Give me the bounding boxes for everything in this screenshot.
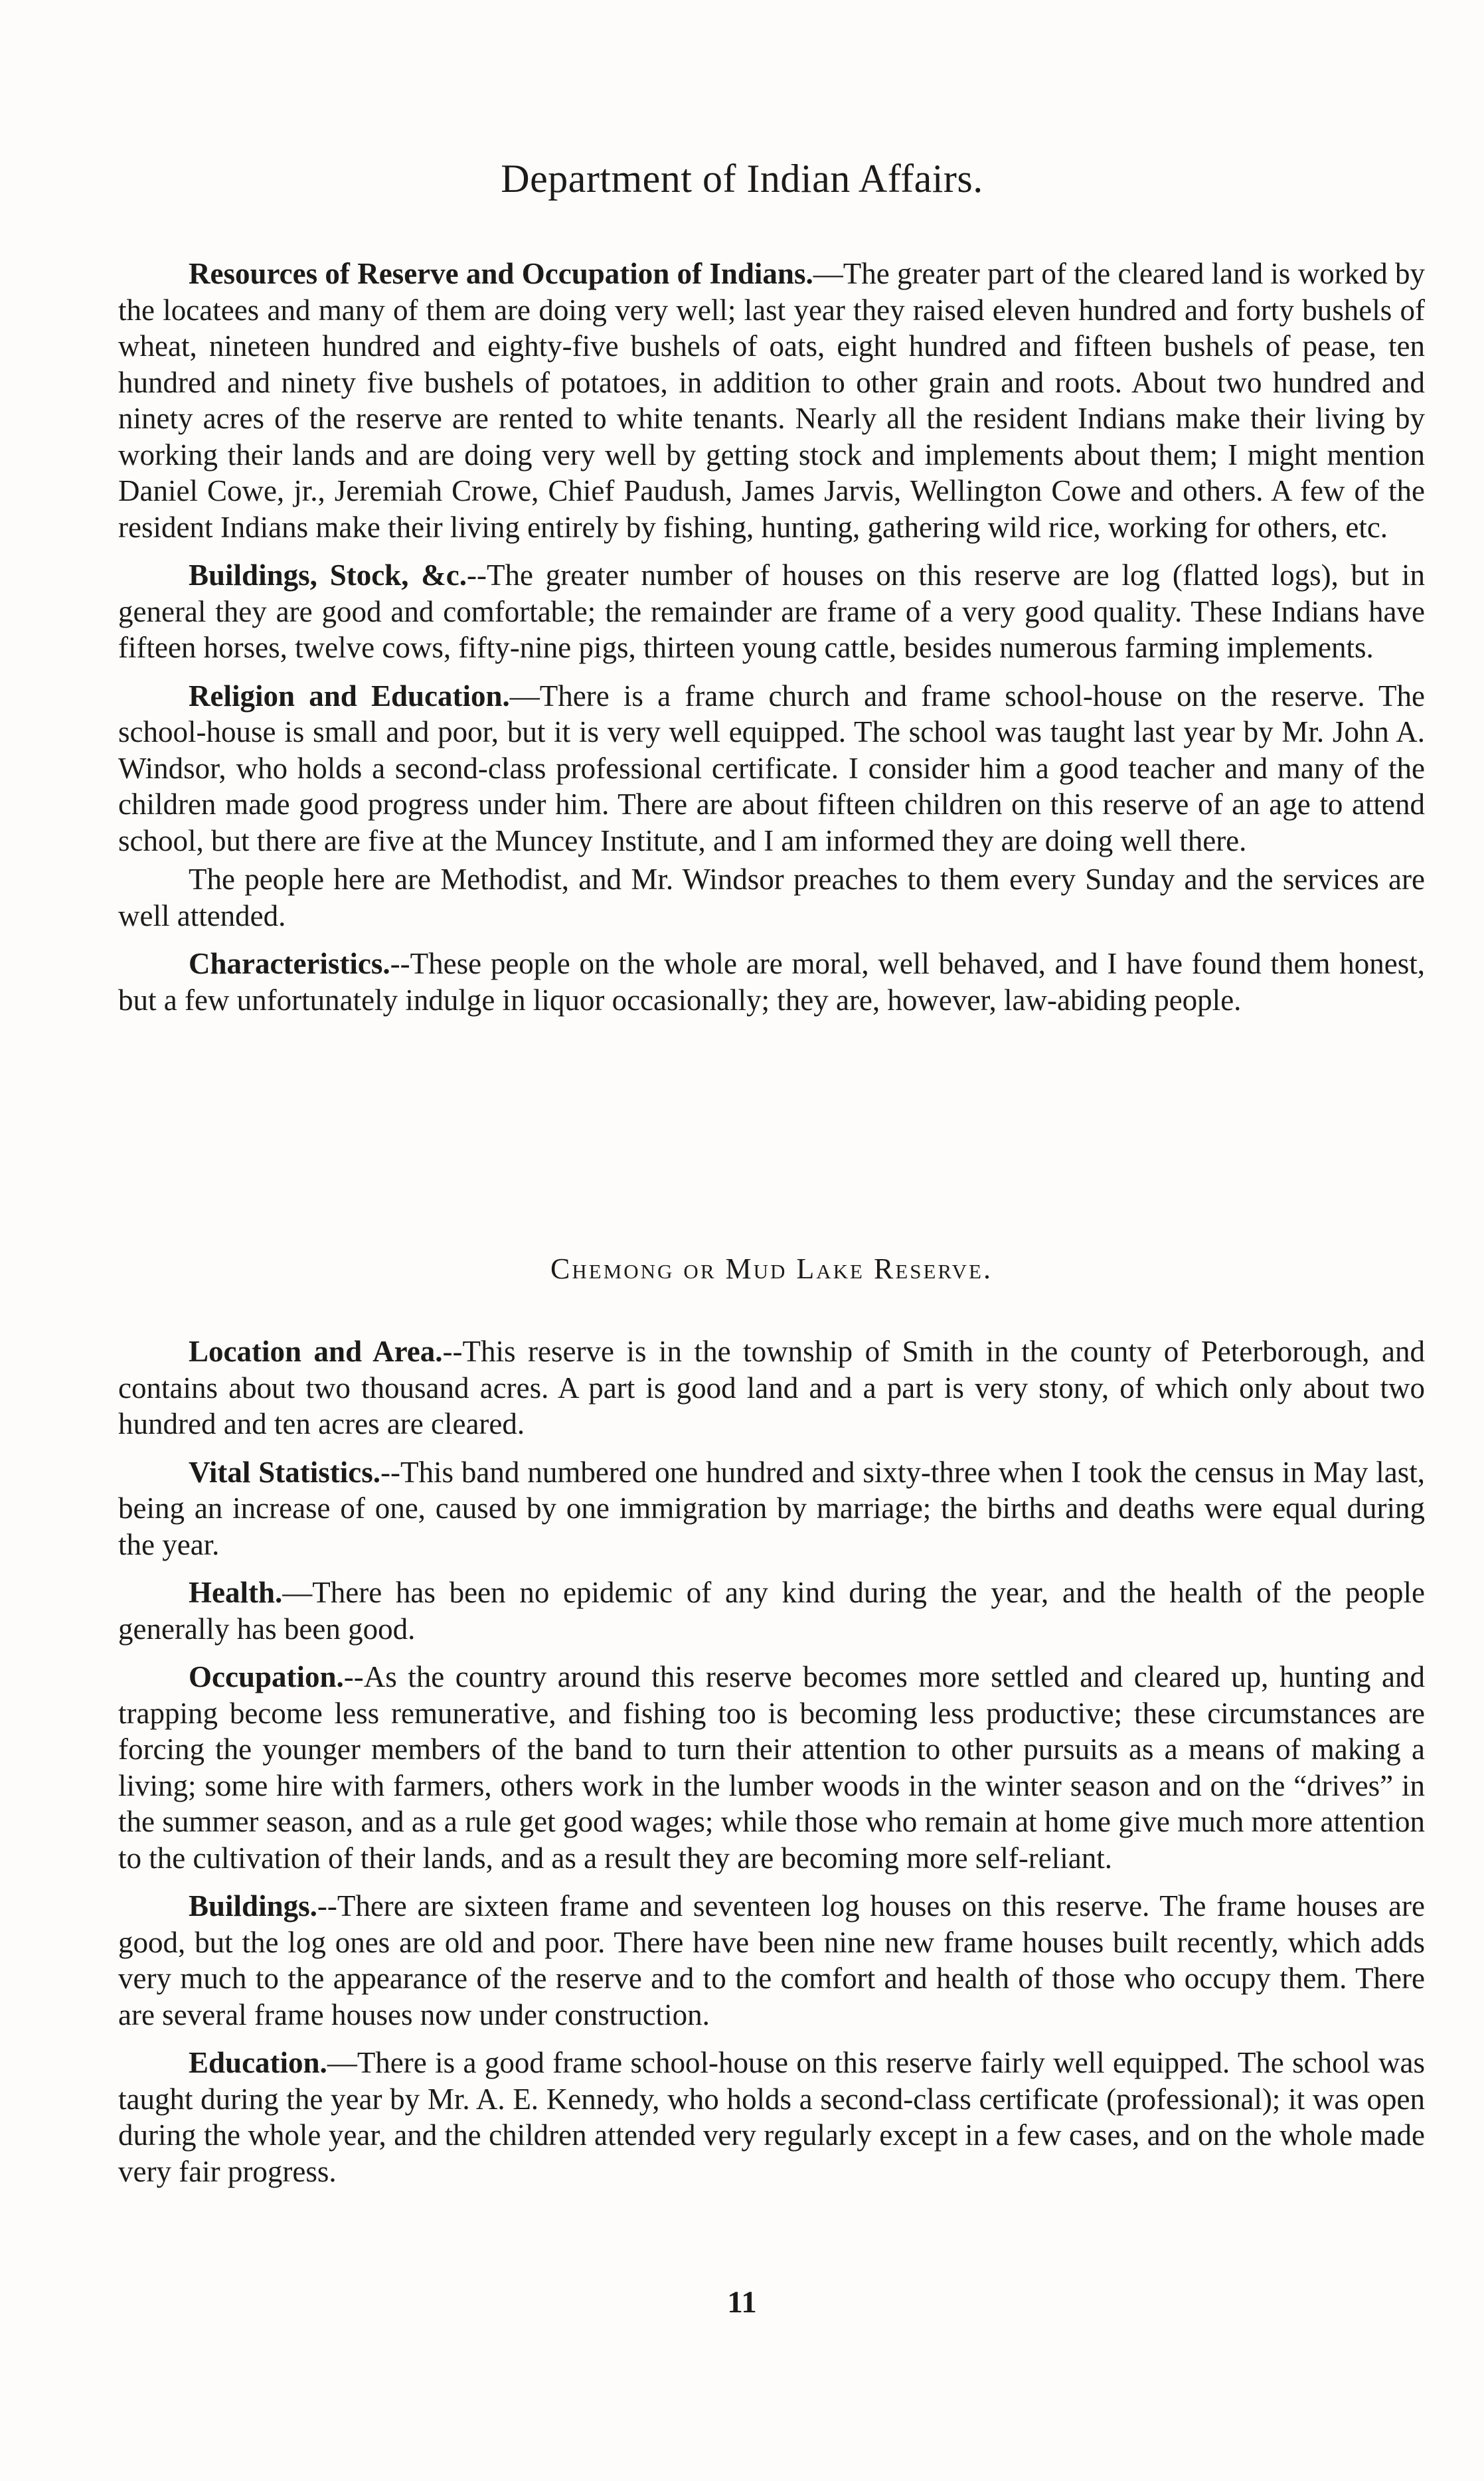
paragraph-buildings-stock [118,557,1425,666]
paragraph-heading: Religion and Education. [189,679,510,713]
paragraph-methodist [118,861,1425,934]
paragraph-heading: Health. [189,1576,283,1609]
paragraph-religion-education [118,678,1425,859]
paragraph-text: --As the country around this reserve becomes more settled and cleared up, hunting and trapping become less remunerative, and fishing too is becoming less productive; these circumstances are forcing the younger members of the band to turn their attention to other pursuits as a means of making a living; some hire with farmers, others work in the lumber woods in the winter season and on the “drives” in the summer season, and as a rule get good wages; while those who remain at home give much more attention to the cultivation of their lands, and as a result they are becoming more self-reliant. [118,1660,1425,1875]
paragraph-heading: Buildings. [189,1889,317,1923]
paragraph-text: --These people on the whole are moral, well behaved, and I have found them honest, but a few unfortunately indulge in liquor occasionally; they are, however, law-abiding people. [118,947,1425,1017]
paragraph-text: --This band numbered one hundred and sixty-three when I took the census in May last, being an increase of one, caused by one immigration by marriage; the births and deaths were equal during the year. [118,1455,1425,1561]
paragraph-buildings [118,1888,1425,2033]
paragraph-heading: Buildings, Stock, &c. [189,558,467,592]
paragraph-heading: Vital Statistics. [189,1455,380,1489]
paragraph-health [118,1575,1425,1647]
paragraph-text: —There is a frame church and frame school-house on the reserve. The school-house is small and poor, but it is very well equipped. The school was taught last year by Mr. John A. Windsor, who holds a second-class professional certificate. I consider him a good teacher and many of the children made good progress under him. There are about fifteen children on this reserve of an age to attend school, but there are five at the Muncey Institute, and I am informed they are doing well there. [118,679,1425,857]
page-number: 11 [727,2285,757,2320]
paragraph-text: —There has been no epidemic of any kind during the year, and the health of the people generally has been good. [118,1576,1425,1646]
paragraph-text: The people here are Methodist, and Mr. Windsor preaches to them every Sunday and the services are well attended. [118,863,1425,932]
paragraph-text: --This reserve is in the township of Smith in the county of Peterborough, and contains about two thousand acres. A part is good land and a part is very stony, of which only about two hundred and ten acres are cleared. [118,1335,1425,1440]
paragraph-occupation [118,1659,1425,1876]
page-header: Department of Indian Affairs. [501,157,983,201]
paragraph-vital-statistics [118,1454,1425,1563]
paragraph-education [118,2045,1425,2189]
paragraph-text: —There is a good frame school-house on this reserve fairly well equipped. The school was taught during the year by Mr. A. E. Kennedy, who holds a second-class certificate (professional); it was open during the whole year, and the children attended very regularly except in a few cases, and on the whole made very fair progress. [118,2046,1425,2188]
paragraph-heading: Education. [189,2046,327,2079]
paragraph-heading: Location and Area. [189,1335,443,1368]
paragraph-heading: Resources of Reserve and Occupation of Indians. [189,257,813,290]
section-heading: Chemong or Mud Lake Reserve. [550,1252,993,1285]
paragraph-heading: Occupation. [189,1660,344,1693]
section-2 [118,1252,1425,1286]
paragraph-text: --There are sixteen frame and seventeen log houses on this reserve. The frame houses are good, but the log ones are old and poor. There have been nine new frame houses built recently, which adds very much to the appearance of the reserve and to the comfort and health of those who occupy them. There are several frame houses now under construction. [118,1889,1425,2031]
section-2-body [118,1333,1425,2189]
paragraph-text: --The greater number of houses on this reserve are log (flatted logs), but in general they are good and comfortable; the remainder are frame of a very good quality. These Indians have fifteen horses, twelve cows, fifty-nine pigs, thirteen young cattle, besides numerous farming implements. [118,558,1425,664]
paragraph-location-area [118,1333,1425,1442]
paragraph-characteristics [118,946,1425,1018]
paragraph-heading: Characteristics. [189,947,390,980]
section-1 [118,256,1425,1018]
paragraph-resources [118,256,1425,545]
paragraph-text: —The greater part of the cleared land is worked by the locatees and many of them are doing very well; last year they raised eleven hundred and forty bushels of wheat, nineteen hundred and eighty-five bushels of oats, eight hundred and fifteen bushels of pease, ten hundred and ninety five bushels of potatoes, in addition to other grain and roots. About two hundred and ninety acres of the reserve are rented to white tenants. Nearly all the resident Indians make their living by working their lands and are doing very well by getting stock and implements about them; I might mention Daniel Cowe, jr., Jeremiah Crowe, Chief Paudush, James Jarvis, Wellington Cowe and others. A few of the resident Indians make their living entirely by fishing, hunting, gathering wild rice, working for others, etc. [118,257,1425,544]
